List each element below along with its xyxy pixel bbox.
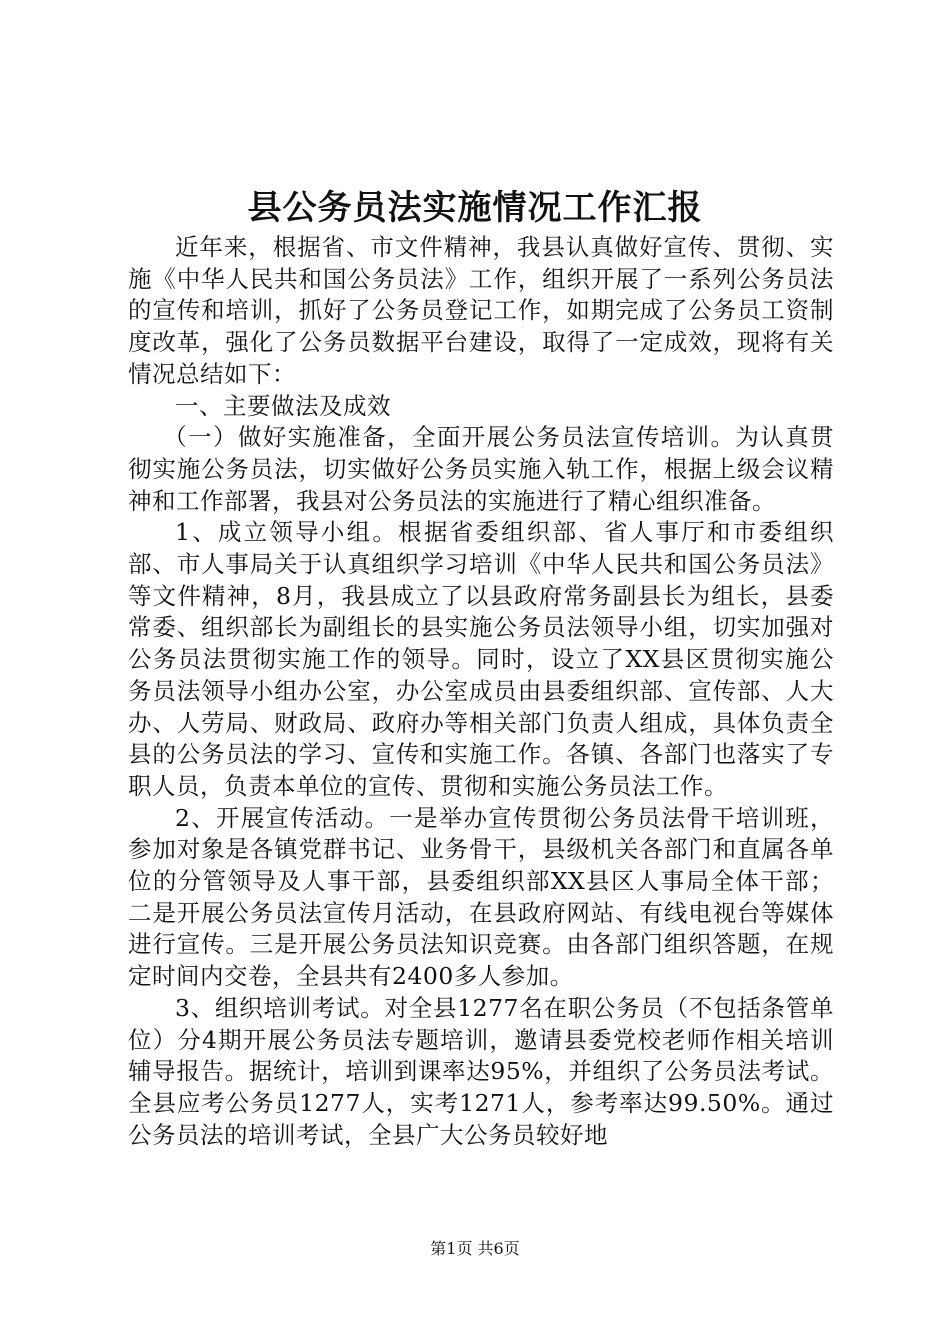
page-number-footer: 第1页 共6页 [430,1239,520,1258]
item-paragraph-1: 1、成立领导小组。根据省委组织部、省人事厅和市委组织部、市人事局关于认真组织学习培训《中华人民共和国公务员法》等文件精神，8月，我县成立了以县政府常务副县长为组长，县委常委、组织部长为副组长的县实施公务员法领导小组，切实加强对公务员法贯彻实施工作的领导。同时，设立了XX县区贯彻实施公务员法领导小组办公室，办公室成员由县委组织部、宣传部、人大办、人劳局、财政局、政府办等相关部门负责人组成，具体负责全县的公务员法的学习、宣传和实施工作。各镇、各部门也落实了专职人员，负责本单位的宣传、贯彻和实施公务员法工作。 [128,518,834,800]
item-paragraph-3: 3、组织培训考试。对全县1277名在职公务员（不包括条管单位）分4期开展公务员法专题培训，邀请县委党校老师作相关培训辅导报告。据统计，培训到课率达95%，并组织了公务员法考试。全县应考公务员1277人，实考1271人，参考率达99.50%。通过公务员法的培训考试，全县广大公务员较好地 [128,993,834,1149]
section-heading: 一、主要做法及成效 [175,391,391,420]
subsection-paragraph: （一）做好实施准备，全面开展公务员法宣传培训。为认真贯彻实施公务员法，切实做好公务员实施入轨工作，根据上级会议精神和工作部署，我县对公务员法的实施进行了精心组织准备。 [128,423,834,515]
document-body [128,232,834,1151]
intro-paragraph: 近年来，根据省、市文件精神，我县认真做好宣传、贯彻、实施《中华人民共和国公务员法》工作，组织开展了一系列公务员法的宣传和培训，抓好了公务员登记工作，如期完成了公务员工资制度改革，强化了公务员数据平台建设，取得了一定成效，现将有关情况总结如下： [128,233,834,388]
item-paragraph-2: 2、开展宣传活动。一是举办宣传贯彻公务员法骨干培训班，参加对象是各镇党群书记、业务骨干，县级机关各部门和直属各单位的分管领导及人事干部，县委组织部XX县区人事局全体干部；二是开展公务员法宣传月活动，在县政府网站、有线电视台等媒体进行宣传。三是开展公务员法知识竞赛。由各部门组织答题，在规定时间内交卷，全县共有2400多人参加。 [128,803,834,991]
document-title: 县公务员法实施情况工作汇报 [247,188,703,228]
